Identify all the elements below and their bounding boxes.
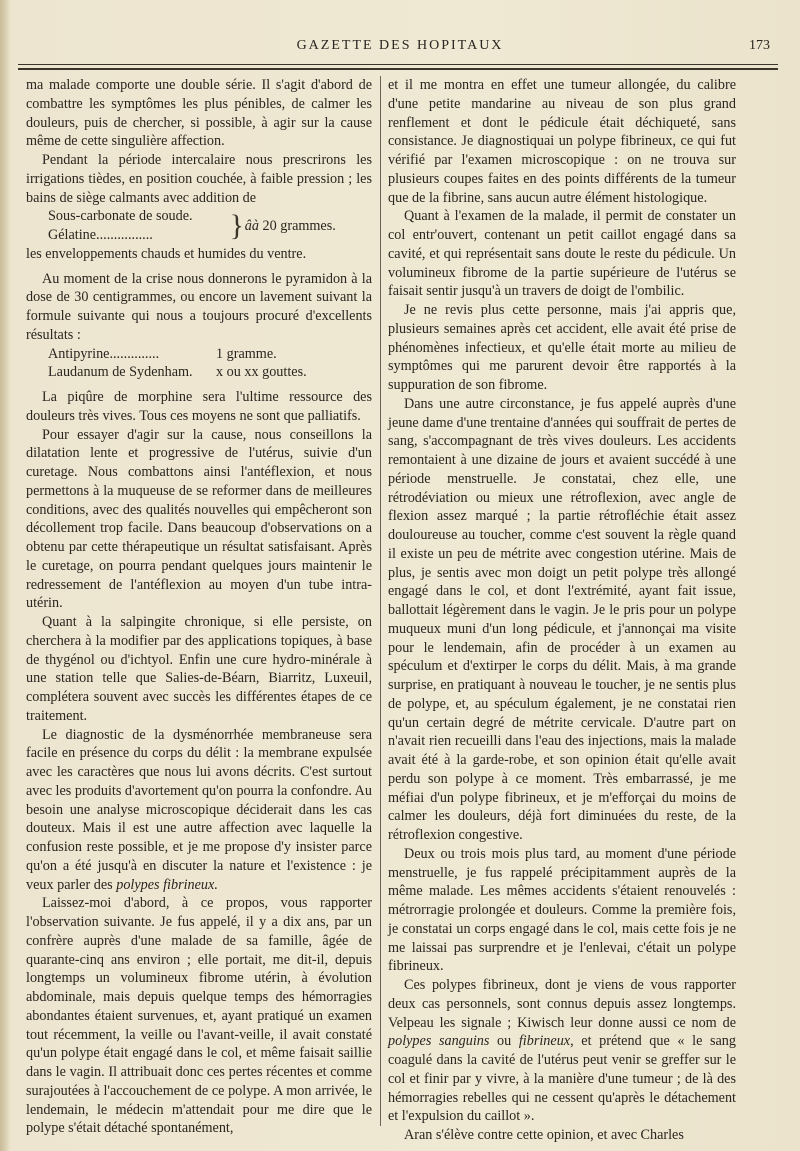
paragraph: ma malade comporte une double série. Il s'agit d'abord de combattre les symptômes les plus pénibles, de calmer les douleurs, puis de chercher, si possible, à agir sur la cause même de cette singulière affection.: [26, 77, 372, 150]
paragraph: Quant à l'examen de la malade, il permit de constater un col entr'ouvert, contenant un petit caillot engagé dans sa cavité, et qui représentait sans doute le reste du pédicule. Un volumineux fibrome de la partie supérieure de l'utérus se faisait sentir jusqu'à un travers de doigt de l'ombilic.: [388, 208, 736, 300]
right-column: [388, 76, 736, 1145]
dose-amount: 20 grammes.: [262, 217, 336, 234]
paragraph: et il me montra en effet une tumeur allongée, du calibre d'une petite mandarine au niveau de son plus grand renflement et dont le pédicule était déchiqueté, sans consistance. Je diagnostiquai un polype fibrineux, ce qui fut vérifié par l'examen microscopique : on ne trouva sur plusieurs coupes faites en des points différents de la tumeur que de la fibrine, sans aucun autre élément histologique.: [388, 77, 736, 206]
emphasis-text: polypes fibrineux.: [116, 876, 218, 893]
paragraph: Dans une autre circonstance, je fus appelé auprès d'une jeune dame d'une trentaine d'années qui souffrait de pertes de sang, s'accompagnant de très vives douleurs. Les accidents remontaient à une dizaine de jours et avaient succédé à une période menstruelle. Je constatai, chez elle, une rétrodéviation ou mieux une rétroflexion, avec angle de flexion assez marqué ; la partie rétrofléchie était assez douloureuse au toucher, comme c'est souvent la règle quand il existe un peu de métrite avec congestion utérine. Mais de plus, je sentis avec mon doigt un petit polype très allongé engagé dans le col, et dont l'extrémité, ayant fait issue, ballottait légèrement dans le vagin. Je le pris pour un polype muqueux muni d'un long pédicule, et j'annonçai ma visite pour le lendemain, afin de procéder à un examen au spéculum et d'extirper le corps du délit. Mais, à ma grande surprise, en pratiquant à nouveau le toucher, je ne sentis plus de polype, et, au spéculum également, je ne constatai rien qu'un certain degré de métrite cervicale. D'autre part on n'avait rien recueilli dans l'eau des injections, mais la malade avait été à la garde-robe, et son opinion était qu'elle avait perdu son polype à ce moment. Très embarrassé, je me méfiai d'un polype fibrineux, et je m'efforçai du moins de calmer les douleurs, déjà fort diminuées du reste, de la rétroflexion congestive.: [388, 395, 736, 843]
paragraph: Deux ou trois mois plus tard, au moment d'une période menstruelle, je fus rappelé précipitamment auprès de la même malade. Les mêmes accidents s'étaient renouvelés : métrorragie prolongée et douleurs. Comme la première fois, je constatai un corps engagé dans le col, mais cette fois je ne me laissai pas surprendre et je l'enlevai, c'était un polype fibrineux.: [388, 845, 736, 975]
paragraph: [388, 976, 736, 1126]
formula-dose: [245, 217, 372, 236]
formula-row: [48, 345, 372, 364]
paragraph: Quant à la salpingite chronique, si elle persiste, on cherchera à la modifier par des applications topiques, à base de thygénol ou d'ichtyol. Enfin une cure hydro-minérale à une station telle que Salies-de-Béarn, Biarritz, Luxeuil, complétera souvent avec succès les différentes étapes de ce traitement.: [26, 614, 372, 724]
formula-quantity: x ou xx gouttes.: [216, 364, 307, 381]
paragraph: Pour essayer d'agir sur la cause, nous conseillons la dilatation lente et progressive de l'utérus, suivie d'un curetage. Nous combattons ainsi l'antéflexion, et nous permettons à la muqueuse de se reformer dans de meilleures conditions, avec des qualités nouvelles qui empêcheront son décollement trop facile. Dans beaucoup d'observations on a obtenu par cette thérapeutique un résultat satisfaisant. Après le curetage, on pourra pendant quelques jours maintenir le redressement de l'antéflexion au moyen d'un tube intra-utérin.: [26, 426, 372, 612]
paragraph: Laissez-moi d'abord, à ce propos, vous rapporter l'observation suivante. Je fus appelé, il y a dix ans, par un confrère auprès d'une malade de sa famille, âgée de quarante-cinq ans environ ; elle portait, me dit-il, depuis longtemps un volumineux fibrome utérin, à évolution abdominale, mais depuis quelque temps des hémorragies abondantes étaient survenues, et, ayant pratiqué un examen tout récemment, la veille ou l'avant-veille, il avait constaté qu'un polype était engagé dans le col, et même faisait saillie dans le vagin. Il attribuait donc ces pertes récentes et comme surajoutées à l'accouchement de ce polype. A mon arrivée, le lendemain, le médecin m'attendait pour me dire que le polype s'était détaché spontanément,: [26, 895, 372, 1137]
paragraph-text: Ces polypes fibrineux, dont je viens de vous rapporter deux cas personnels, sont connus depuis assez longtemps. Velpeau les signale ; Kiwisch leur donne aussi ce nom de: [388, 977, 736, 1031]
left-column: [26, 76, 372, 1138]
paragraph-text: Le diagnostic de la dysménorrhée membraneuse sera facile en présence du corps du délit : la membrane expulsée avec les caractères que nous lui avons décrits. C'est surtout avec les produits d'avortement qu'on pourra la confondre. Au besoin une analyse microscopique déciderait dans les cas douteux. Mais il est une autre affection avec laquelle la confusion reste possible, et je me propose d'y insister parce qu'on a été jusqu'à en discuter la nature et l'existence : je veux parler des: [26, 726, 372, 893]
formula-quantity: 1 gramme.: [216, 345, 277, 362]
page-binding-shadow: [0, 0, 10, 1151]
paragraph: La piqûre de morphine sera l'ultime ressource des douleurs très vives. Tous ces moyens ne sont que palliatifs.: [26, 389, 372, 424]
formula-ingredients: [48, 207, 229, 245]
page-number: 173: [749, 38, 770, 53]
paragraph-text: , et prétend que « le sang coagulé dans la cavité de l'utérus peut venir se greffer sur le col et finir par y vivre, à la manière d'une tumeur ; de là des hémorragies rebelles qui ne cessent qu'après le détachement et l'expulsion du caillot ».: [388, 1033, 736, 1125]
emphasis-text: polypes sanguins: [388, 1033, 490, 1050]
formula-ingredient: Antipyrine..............: [48, 345, 160, 362]
curly-brace: }: [229, 209, 244, 242]
paragraph: Je ne revis plus cette personne, mais j'ai appris que, plusieurs semaines après cet accident, elle avait été prise de phénomènes infectieux, et qu'elle était morte au milieu de symptômes qui me parurent devoir être rapportés à la suppuration de son fibrome.: [388, 302, 736, 393]
prescription-formula: [48, 207, 372, 245]
emphasis-text: fibrineux: [518, 1033, 571, 1050]
header-rule-thick: [18, 68, 778, 70]
paragraph-text: ou: [489, 1033, 519, 1050]
enema-formula: [48, 345, 372, 383]
paragraph: Aran s'élève contre cette opinion, et avec Charles: [404, 1127, 684, 1143]
formula-ingredient: Laudanum de Sydenham.: [48, 364, 193, 381]
column-divider: [380, 76, 381, 1126]
paragraph: Pendant la période intercalaire nous prescrirons les irrigations tièdes, en position couchée, à faible pression ; les bains de siège calmants avec addition de: [26, 152, 372, 206]
journal-title: GAZETTE DES HOPITAUX: [296, 38, 504, 53]
formula-line: Gélatine................: [48, 227, 153, 243]
page-header: [20, 36, 780, 58]
header-rule-thin: [18, 64, 778, 65]
paragraph: [26, 726, 372, 895]
paragraph: Au moment de la crise nous donnerons le pyramidon à la dose de 30 centigrammes, ou encore un lavement suivant la formule suivante qui nous a toujours procuré d'excellents résultats :: [26, 270, 372, 343]
paragraph: les enveloppements chauds et humides du ventre.: [26, 245, 307, 262]
formula-row: [48, 363, 372, 382]
formula-line: Sous-carbonate de soude.: [48, 208, 193, 225]
dose-prefix: âà: [244, 217, 259, 234]
